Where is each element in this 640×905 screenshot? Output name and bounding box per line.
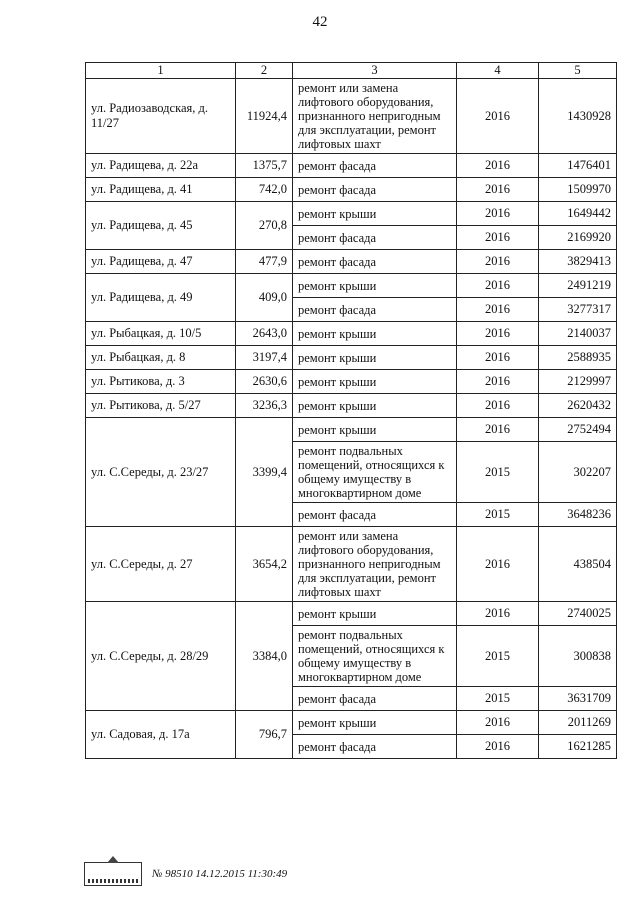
header-cell: 3	[293, 63, 457, 79]
work-cell: ремонт крыши	[293, 346, 457, 370]
cost-cell: 3829413	[539, 250, 617, 274]
footer	[84, 862, 287, 886]
address-cell: ул. Радищева, д. 49	[86, 274, 236, 322]
area-cell: 3399,4	[236, 418, 293, 527]
year-cell: 2016	[457, 735, 539, 759]
header-cell: 2	[236, 63, 293, 79]
cost-cell: 1509970	[539, 178, 617, 202]
area-cell: 3236,3	[236, 394, 293, 418]
table-row	[86, 274, 617, 298]
year-cell: 2016	[457, 322, 539, 346]
cost-cell: 438504	[539, 527, 617, 602]
cost-cell: 2491219	[539, 274, 617, 298]
cost-cell: 300838	[539, 626, 617, 687]
work-cell: ремонт фасада	[293, 250, 457, 274]
work-cell: ремонт или замена лифтового оборудования, признанного непригодным для эксплуатации, ремонт лифтовых шахт	[293, 527, 457, 602]
year-cell: 2016	[457, 527, 539, 602]
address-cell: ул. Радиозаводская, д. 11/27	[86, 79, 236, 154]
year-cell: 2016	[457, 298, 539, 322]
year-cell: 2016	[457, 370, 539, 394]
address-cell: ул. Рыбацкая, д. 10/5	[86, 322, 236, 346]
address-cell: ул. Рытикова, д. 3	[86, 370, 236, 394]
area-cell: 3654,2	[236, 527, 293, 602]
year-cell: 2016	[457, 178, 539, 202]
document-reference: № 98510 14.12.2015 11:30:49	[152, 868, 288, 880]
address-cell: ул. Радищева, д. 45	[86, 202, 236, 250]
table-row	[86, 370, 617, 394]
table-row	[86, 202, 617, 226]
work-cell: ремонт подвальных помещений, относящихся к общему имуществу в многоквартирном доме	[293, 442, 457, 503]
cost-cell: 1476401	[539, 154, 617, 178]
work-cell: ремонт крыши	[293, 394, 457, 418]
year-cell: 2015	[457, 687, 539, 711]
address-cell: ул. Садовая, д. 17а	[86, 711, 236, 759]
cost-cell: 1621285	[539, 735, 617, 759]
year-cell: 2016	[457, 274, 539, 298]
work-cell: ремонт крыши	[293, 602, 457, 626]
area-cell: 3384,0	[236, 602, 293, 711]
year-cell: 2016	[457, 79, 539, 154]
year-cell: 2016	[457, 202, 539, 226]
area-cell: 409,0	[236, 274, 293, 322]
cost-cell: 2011269	[539, 711, 617, 735]
work-cell: ремонт фасада	[293, 503, 457, 527]
area-cell: 796,7	[236, 711, 293, 759]
cost-cell: 2588935	[539, 346, 617, 370]
work-cell: ремонт подвальных помещений, относящихся к общему имуществу в многоквартирном доме	[293, 626, 457, 687]
year-cell: 2016	[457, 418, 539, 442]
work-cell: ремонт крыши	[293, 370, 457, 394]
cost-cell: 3648236	[539, 503, 617, 527]
year-cell: 2016	[457, 602, 539, 626]
header-cell: 5	[539, 63, 617, 79]
cost-cell: 2620432	[539, 394, 617, 418]
year-cell: 2016	[457, 711, 539, 735]
area-cell: 742,0	[236, 178, 293, 202]
area-cell: 477,9	[236, 250, 293, 274]
address-cell: ул. С.Середы, д. 28/29	[86, 602, 236, 711]
cost-cell: 2752494	[539, 418, 617, 442]
cost-cell: 3631709	[539, 687, 617, 711]
address-cell: ул. Радищева, д. 47	[86, 250, 236, 274]
table-row	[86, 79, 617, 154]
work-cell: ремонт фасада	[293, 735, 457, 759]
cost-cell: 1649442	[539, 202, 617, 226]
table-row	[86, 418, 617, 442]
header-cell: 4	[457, 63, 539, 79]
emblem-icon	[84, 862, 142, 886]
address-cell: ул. Радищева, д. 41	[86, 178, 236, 202]
work-cell: ремонт крыши	[293, 322, 457, 346]
table-row	[86, 178, 617, 202]
area-cell: 2643,0	[236, 322, 293, 346]
work-cell: ремонт крыши	[293, 418, 457, 442]
repair-table	[85, 62, 617, 759]
cost-cell: 3277317	[539, 298, 617, 322]
cost-cell: 2129997	[539, 370, 617, 394]
area-cell: 1375,7	[236, 154, 293, 178]
work-cell: ремонт фасада	[293, 687, 457, 711]
table-row	[86, 602, 617, 626]
page-number: 42	[312, 14, 328, 30]
year-cell: 2016	[457, 250, 539, 274]
header-cell: 1	[86, 63, 236, 79]
year-cell: 2015	[457, 626, 539, 687]
address-cell: ул. С.Середы, д. 23/27	[86, 418, 236, 527]
work-cell: ремонт крыши	[293, 202, 457, 226]
year-cell: 2015	[457, 442, 539, 503]
work-cell: ремонт или замена лифтового оборудования, признанного непригодным для эксплуатации, ремонт лифтовых шахт	[293, 79, 457, 154]
area-cell: 11924,4	[236, 79, 293, 154]
work-cell: ремонт крыши	[293, 274, 457, 298]
year-cell: 2016	[457, 346, 539, 370]
table-row	[86, 711, 617, 735]
year-cell: 2016	[457, 154, 539, 178]
cost-cell: 2740025	[539, 602, 617, 626]
cost-cell: 2140037	[539, 322, 617, 346]
table-row	[86, 527, 617, 602]
cost-cell: 2169920	[539, 226, 617, 250]
table-row	[86, 394, 617, 418]
work-cell: ремонт фасада	[293, 154, 457, 178]
address-cell: ул. Рыбацкая, д. 8	[86, 346, 236, 370]
table-row	[86, 250, 617, 274]
year-cell: 2016	[457, 394, 539, 418]
address-cell: ул. Рытикова, д. 5/27	[86, 394, 236, 418]
year-cell: 2016	[457, 226, 539, 250]
table-row	[86, 154, 617, 178]
table-body	[86, 63, 617, 759]
area-cell: 270,8	[236, 202, 293, 250]
area-cell: 2630,6	[236, 370, 293, 394]
work-cell: ремонт фасада	[293, 178, 457, 202]
header-row	[86, 63, 617, 79]
year-cell: 2015	[457, 503, 539, 527]
area-cell: 3197,4	[236, 346, 293, 370]
address-cell: ул. С.Середы, д. 27	[86, 527, 236, 602]
work-cell: ремонт фасада	[293, 298, 457, 322]
table-row	[86, 322, 617, 346]
cost-cell: 1430928	[539, 79, 617, 154]
address-cell: ул. Радищева, д. 22а	[86, 154, 236, 178]
work-cell: ремонт фасада	[293, 226, 457, 250]
cost-cell: 302207	[539, 442, 617, 503]
work-cell: ремонт крыши	[293, 711, 457, 735]
table-row	[86, 346, 617, 370]
